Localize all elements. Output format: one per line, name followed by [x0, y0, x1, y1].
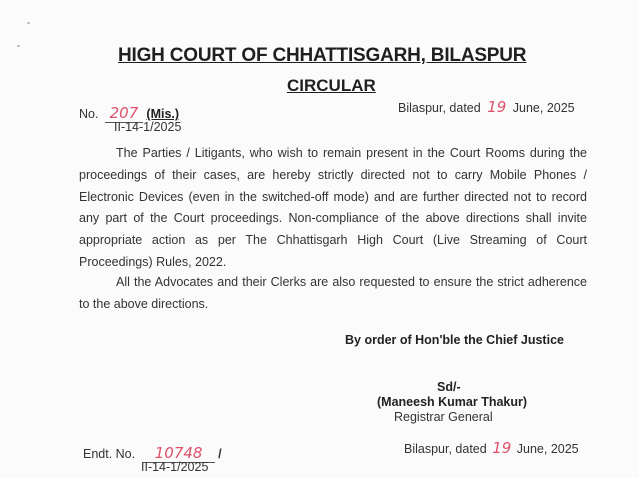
signature-mark: Sd/- — [437, 380, 461, 394]
order-line: By order of Hon'ble the Chief Justice — [345, 333, 564, 347]
number-handwritten: 207 — [109, 104, 139, 122]
document-type-heading: CIRCULAR — [287, 76, 376, 95]
date-day-handwritten: 19 — [487, 98, 507, 116]
issue-date — [398, 98, 575, 116]
body-paragraph-2: All the Advocates and their Clerks are also requested to ensure the strict adherence to the above directions. — [79, 275, 587, 311]
file-number: II-14-1/2025 — [114, 120, 182, 134]
court-title: HIGH COURT OF CHHATTISGARH, BILASPUR — [118, 45, 527, 66]
endorsement-slash: / — [218, 447, 222, 461]
endorsement-label: Endt. No. — [83, 447, 136, 461]
scan-speck — [27, 22, 30, 24]
endorsement-day-handwritten: 19 — [492, 439, 512, 457]
endorsement-date — [404, 439, 579, 457]
endorsement-handwritten: 10748 — [154, 444, 203, 462]
endorsement-date-prefix: Bilaspur, dated — [404, 442, 487, 456]
body-paragraph-1: The Parties / Litigants, who wish to remain present in the Court Rooms during the proceedings of their cases, are hereby strictly directed not to carry Mobile Phones / Electronic Devices (even in the switched-off mode) and are further directed not to record any part of the Court proceedings. Non-compliance of the above directions shall invite appropriate action as per The Chhattisgarh High Court (Live Streaming of Court Proceedings) Rules, 2022. — [79, 146, 587, 269]
date-month-year: June, 2025 — [512, 101, 575, 115]
endorsement-month-year: June, 2025 — [516, 442, 579, 456]
scan-speck — [17, 45, 20, 47]
number-suffix: (Mis.) — [146, 107, 180, 121]
date-prefix: Bilaspur, dated — [398, 101, 481, 115]
number-label: No. — [79, 107, 99, 121]
endorsement-file-number: II-14-1/2025 — [141, 460, 209, 474]
signatory-name: (Maneesh Kumar Thakur) — [377, 395, 528, 409]
signatory-designation: Registrar General — [394, 410, 493, 424]
